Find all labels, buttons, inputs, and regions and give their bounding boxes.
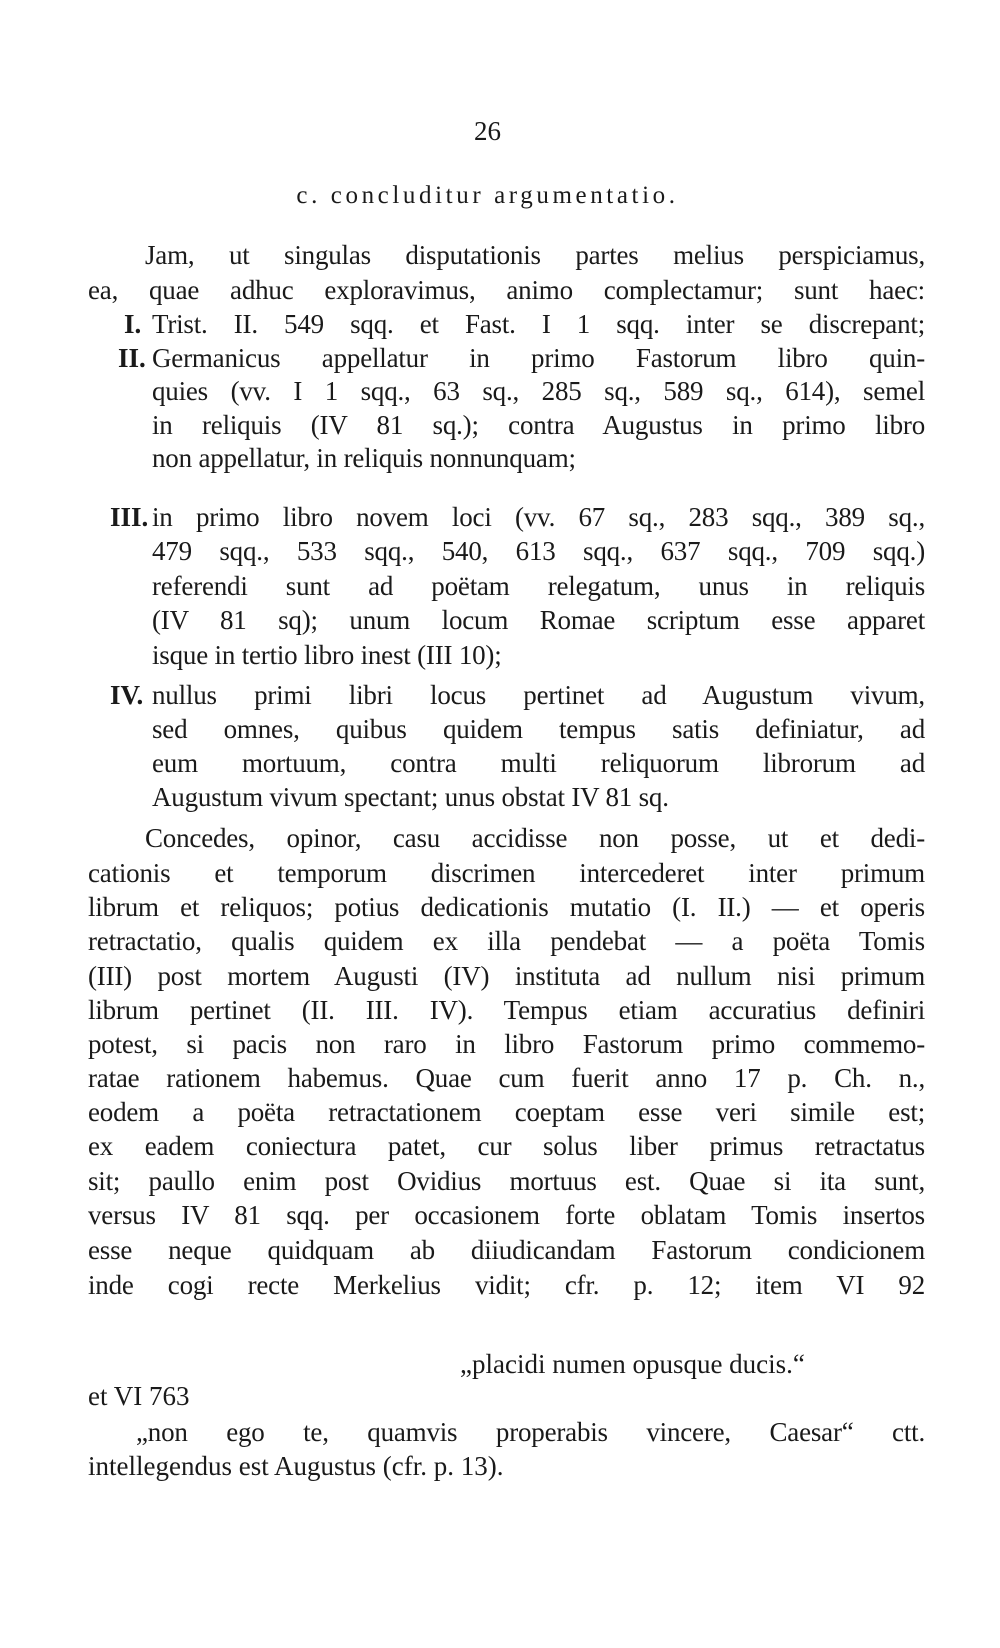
list-line: non appellatur, in reliquis nonnunquam;: [152, 443, 576, 473]
list-line: (IV 81 sq); unum locum Romae scriptum esse apparet: [152, 605, 925, 635]
paragraph-line: versus IV 81 sqq. per occasionem forte oblatam Tomis insertos: [88, 1200, 925, 1230]
list-line: Germanicus appellatur in primo Fastorum libro quin-: [152, 343, 925, 373]
list-line: isque in tertio libro inest (III 10);: [152, 640, 502, 670]
paragraph-line: inde cogi recte Merkelius vidit; cfr. p. 12; item VI 92: [88, 1270, 925, 1300]
paragraph-line: esse neque quidquam ab diiudicandam Fastorum condicionem: [88, 1235, 925, 1265]
quotation: „placidi numen opusque ducis.“: [460, 1349, 805, 1379]
list-line: sed omnes, quibus quidem tempus satis definiatur, ad: [152, 714, 925, 744]
reference: et VI 763: [88, 1381, 190, 1411]
intro-line: Jam, ut singulas disputationis partes melius perspiciamus,: [145, 240, 925, 270]
list-label: III.: [110, 502, 149, 532]
page-number: 26: [474, 116, 501, 146]
intro-line: ea, quae adhuc exploravimus, animo complectamur; sunt haec:: [88, 275, 925, 305]
list-line: referendi sunt ad poëtam relegatum, unus in reliquis: [152, 571, 925, 601]
paragraph-line: librum pertinet (II. III. IV). Tempus etiam accuratius definiri: [88, 995, 925, 1025]
paragraph-line: sit; paullo enim post Ovidius mortuus est. Quae si ita sunt,: [88, 1166, 925, 1196]
list-line: eum mortuum, contra multi reliquorum librorum ad: [152, 748, 925, 778]
list-label: II.: [118, 343, 146, 373]
list-line: nullus primi libri locus pertinet ad Augustum vivum,: [152, 680, 925, 710]
paragraph-line: potest, si pacis non raro in libro Fastorum primo commemo-: [88, 1029, 925, 1059]
section-heading: c. concluditur argumentatio.: [296, 182, 679, 209]
paragraph-line: ratae rationem habemus. Quae cum fuerit anno 17 p. Ch. n.,: [88, 1063, 925, 1093]
list-label: IV.: [110, 680, 144, 710]
paragraph-line: (III) post mortem Augusti (IV) instituta ad nullum nisi primum: [88, 961, 925, 991]
list-line: in primo libro novem loci (vv. 67 sq., 283 sqq., 389 sq.,: [152, 502, 925, 532]
list-line: Augustum vivum spectant; unus obstat IV 81 sq.: [152, 782, 669, 812]
paragraph-line: librum et reliquos; potius dedicationis mutatio (I. II.) — et operis: [88, 892, 925, 922]
paragraph-line: eodem a poëta retractationem coeptam esse veri simile est;: [88, 1097, 925, 1127]
list-label: I.: [124, 309, 142, 339]
paragraph-line: Concedes, opinor, casu accidisse non posse, ut et dedi-: [145, 823, 925, 853]
list-line: Trist. II. 549 sqq. et Fast. I 1 sqq. inter se discrepant;: [152, 309, 925, 339]
quotation: „non ego te, quamvis properabis vincere, Caesar“ ctt.: [136, 1417, 925, 1447]
paragraph-line: retractatio, qualis quidem ex illa pendebat — a poëta Tomis: [88, 926, 925, 956]
list-line: 479 sqq., 533 sqq., 540, 613 sqq., 637 sqq., 709 sqq.): [152, 536, 925, 566]
list-line: in reliquis (IV 81 sq.); contra Augustus in primo libro: [152, 410, 925, 440]
paragraph-line: ex eadem coniectura patet, cur solus liber primus retractatus: [88, 1131, 925, 1161]
paragraph-line: cationis et temporum discrimen intercederet inter primum: [88, 858, 925, 888]
list-line: quies (vv. I 1 sqq., 63 sq., 285 sq., 589 sq., 614), semel: [152, 376, 925, 406]
closing-line: intellegendus est Augustus (cfr. p. 13).: [88, 1451, 504, 1481]
